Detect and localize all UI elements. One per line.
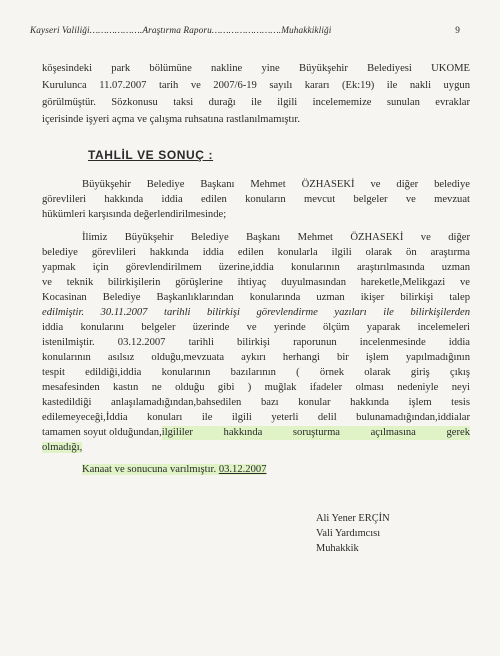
para2-line-12: kastedildiği anlaşılamadığından,bahsedilen bazı konular hakkında işlem tesis xyxy=(42,397,470,408)
intro-line-2: Kurulunca 11.07.2007 tarih ve 2007/6-19 sayılı kararı (Ek:19) ile nakli uygun xyxy=(42,80,470,91)
intro-line-1: köşesindeki park bölümüne nakline yine Büyükşehir Belediyesi UKOME xyxy=(42,63,470,74)
para2-line-2: belediye görevlileri hakkında iddia edilen konularla ilgili olarak ön araştırma xyxy=(42,247,470,258)
conclusion-highlight xyxy=(82,464,266,475)
para2-line-8: istenilmiştir. 03.12.2007 tarihli bilirkişi raporunun incelenmesinde iddia xyxy=(42,337,470,348)
signature-role: Muhakkik xyxy=(316,543,359,554)
para1-line-1: Büyükşehir Belediye Başkanı Mehmet ÖZHASEKİ ve diğer belediye xyxy=(82,179,470,190)
para1-line-3: hükümleri karşısında değerlendirilmesinde; xyxy=(42,209,227,220)
para2-line-1: İlimiz Büyükşehir Belediye Başkanı Mehmet ÖZHASEKİ ve diğer xyxy=(82,232,470,243)
page-header xyxy=(30,26,460,36)
conclusion-text: Kanaat ve sonucuna varılmıştır. xyxy=(82,464,219,475)
para2-line-14 xyxy=(42,426,470,440)
signature-title: Vali Yardımcısı xyxy=(316,528,381,539)
para2-line-14-highlight: ilgililer hakkında soruşturma açılmasına gerek xyxy=(161,427,470,438)
para2-line-10: tespit edildiği,iddia konularının bazılarının ( örnek olarak giriş çıkış xyxy=(42,367,470,378)
para2-line-11: mesafesinden kastın ne olduğu gibi ) muğlak ifadeler olması nedeniyle neyi xyxy=(42,382,470,393)
para2-line-15-highlight: olmadığı, xyxy=(42,442,83,453)
para1-line-2: görevlileri hakkında iddia edilen konuların mevcut belgeler ve mevzuat xyxy=(42,194,470,205)
para2-line-4: ve teknik bilirkişilerin görüşlerine ihtiyaç duyulmasından hareketle,Melikgazi ve xyxy=(42,277,470,288)
conclusion-line xyxy=(82,463,382,477)
para2-line-9: konularının asılsız olduğu,mevzuata aykırı herhangi bir işlem yapılmadığının xyxy=(42,352,470,363)
para2-line-6: edilmiştir. 30.11.2007 tarihli bilirkişi görevlendirme yazıları ile bilirkişilerden xyxy=(42,307,470,318)
para2-line-13: edilemeyeceği,İddia konuları ile ilgili yeterli delil bulunamadığından,iddialar xyxy=(42,412,470,423)
para2-line-7: iddia konularını belgeler üzerinde ve yerinde ölçüm yaparak incelemeleri xyxy=(42,322,470,333)
signature-name: Ali Yener ERÇİN xyxy=(316,513,390,524)
para2-line-15 xyxy=(42,441,470,455)
conclusion-date: 03.12.2007 xyxy=(218,464,267,475)
header-text: Kayseri Valiliği……………….Araştırma Raporu…………………….Muhakkikliği xyxy=(30,26,332,36)
intro-line-4: içerisinde işyeri açma ve çalışma ruhsatına rastlanılmamıştır. xyxy=(42,114,300,125)
para2-line-14-start: tamamen soyut olduğundan, xyxy=(42,427,162,438)
para2-line-5: Kocasinan Belediye Başkanlıklarından konularında uzman ikişer bilirkişi talep xyxy=(42,292,470,303)
para2-line-3: yapmak için görevlendirilmem üzerine,iddia konularının araştırılmasında uzman xyxy=(42,262,470,273)
page-number: 9 xyxy=(455,26,460,36)
section-title: TAHLİL VE SONUÇ : xyxy=(88,148,214,162)
intro-line-3: görülmüştür. Sözkonusu taksi durağı ile ilgili incelememize sunulan evraklar xyxy=(42,97,470,108)
